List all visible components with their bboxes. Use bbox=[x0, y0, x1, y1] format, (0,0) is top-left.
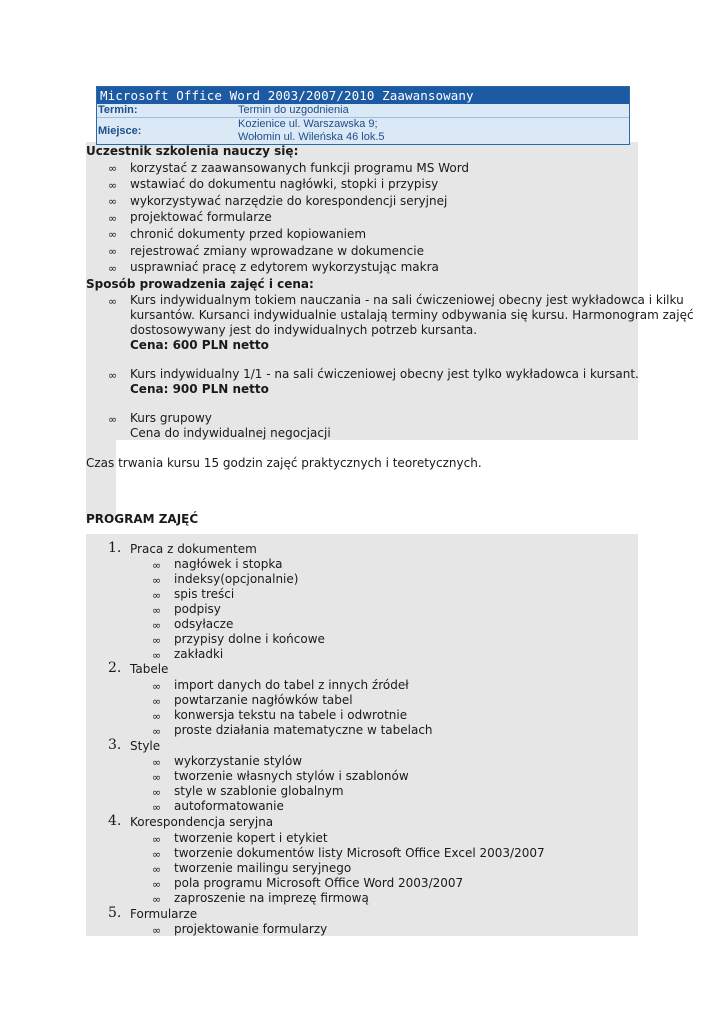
list-item: zakładki bbox=[174, 647, 224, 661]
bullet-icon: ∞ bbox=[152, 848, 162, 861]
bullet-icon: ∞ bbox=[152, 680, 162, 693]
bullet-icon: ∞ bbox=[152, 695, 162, 708]
list-item: konwersja tekstu na tabele i odwrotnie bbox=[174, 708, 408, 722]
option-text-line: dostosowywany jest do indywidualnych potrzeb kursanta. bbox=[130, 323, 478, 337]
bullet-icon: ∞ bbox=[152, 725, 162, 738]
section-title: Korespondencja seryjna bbox=[130, 815, 274, 829]
bullet-icon: ∞ bbox=[152, 801, 162, 814]
duration-text: Czas trwania kursu 15 godzin zajęć praktycznych i teoretycznych. bbox=[86, 456, 482, 470]
section-number: 1. bbox=[108, 540, 122, 556]
program-heading: PROGRAM ZAJĘĆ bbox=[86, 512, 199, 526]
list-item: proste działania matematyczne w tabelach bbox=[174, 723, 433, 737]
list-item: import danych do tabel z innych źródeł bbox=[174, 678, 409, 692]
section-title: Style bbox=[130, 739, 161, 753]
bullet-icon: ∞ bbox=[108, 295, 118, 308]
bullet-icon: ∞ bbox=[108, 245, 118, 258]
bullet-icon: ∞ bbox=[152, 771, 162, 784]
course-header-table bbox=[96, 86, 630, 145]
option-text-line: Kurs indywidualnym tokiem nauczania - na sali ćwiczeniowej obecny jest wykładowca i kilku bbox=[130, 293, 684, 307]
list-item: tworzenie kopert i etykiet bbox=[174, 831, 328, 845]
list-item: pola programu Microsoft Office Word 2003/2007 bbox=[174, 876, 464, 890]
bullet-icon: ∞ bbox=[108, 195, 118, 208]
option-price: Cena: 600 PLN netto bbox=[130, 338, 269, 352]
list-item: projektować formularze bbox=[130, 210, 272, 224]
bullet-icon: ∞ bbox=[152, 710, 162, 723]
miejsce-value bbox=[238, 118, 629, 144]
bullet-icon: ∞ bbox=[152, 574, 162, 587]
option-text-line: Kurs indywidualny 1/1 - na sali ćwiczeniowej obecny jest tylko wykładowca i kursant. bbox=[130, 367, 639, 381]
bullet-icon: ∞ bbox=[108, 179, 118, 192]
sposob-heading: Sposób prowadzenia zajęć i cena: bbox=[86, 277, 314, 291]
list-item: autoformatowanie bbox=[174, 799, 284, 813]
shaded-block bbox=[86, 440, 116, 520]
bullet-icon: ∞ bbox=[152, 559, 162, 572]
section-number: 5. bbox=[108, 905, 122, 921]
miejsce-line: Wołomin ul. Wileńska 46 lok.5 bbox=[238, 131, 385, 143]
section-number: 2. bbox=[108, 660, 122, 676]
list-item: tworzenie mailingu seryjnego bbox=[174, 861, 352, 875]
list-item: chronić dokumenty przed kopiowaniem bbox=[130, 227, 367, 241]
bullet-icon: ∞ bbox=[152, 786, 162, 799]
option-text-line: kursantów. Kursanci indywidualnie ustalają terminy odbywania się kursu. Harmonogram zajęć bbox=[130, 308, 694, 322]
list-item: powtarzanie nagłówków tabel bbox=[174, 693, 353, 707]
section-title: Tabele bbox=[130, 662, 169, 676]
miejsce-row bbox=[97, 118, 629, 144]
bullet-icon: ∞ bbox=[108, 262, 118, 275]
option-text-line: Kurs grupowy bbox=[130, 411, 212, 425]
section-title: Praca z dokumentem bbox=[130, 542, 257, 556]
miejsce-label: Miejsce: bbox=[98, 125, 142, 137]
list-item: wykorzystanie stylów bbox=[174, 754, 303, 768]
course-title: Microsoft Office Word 2003/2007/2010 Zaawansowany bbox=[97, 87, 629, 104]
list-item: usprawniać pracę z edytorem wykorzystując makra bbox=[130, 260, 439, 274]
list-item: wykorzystywać narzędzie do korespondencji seryjnej bbox=[130, 194, 448, 208]
list-item: wstawiać do dokumentu nagłówki, stopki i przypisy bbox=[130, 177, 439, 191]
bullet-icon: ∞ bbox=[152, 634, 162, 647]
bullet-icon: ∞ bbox=[108, 162, 118, 175]
termin-value: Termin do uzgodnienia bbox=[238, 104, 349, 116]
option-text-line: Cena do indywidualnej negocjacji bbox=[130, 426, 331, 440]
section-number: 3. bbox=[108, 737, 122, 753]
bullet-icon: ∞ bbox=[108, 228, 118, 241]
miejsce-line: Kozienice ul. Warszawska 9; bbox=[238, 118, 378, 130]
bullet-icon: ∞ bbox=[152, 878, 162, 891]
termin-row bbox=[97, 104, 629, 118]
bullet-icon: ∞ bbox=[152, 604, 162, 617]
list-item: tworzenie dokumentów listy Microsoft Office Excel 2003/2007 bbox=[174, 846, 545, 860]
bullet-icon: ∞ bbox=[152, 619, 162, 632]
list-item: rejestrować zmiany wprowadzane w dokumencie bbox=[130, 244, 424, 258]
termin-label: Termin: bbox=[98, 104, 138, 116]
list-item: korzystać z zaawansowanych funkcji programu MS Word bbox=[130, 161, 470, 175]
bullet-icon: ∞ bbox=[152, 649, 162, 662]
bullet-icon: ∞ bbox=[152, 833, 162, 846]
list-item: nagłówek i stopka bbox=[174, 557, 283, 571]
bullet-icon: ∞ bbox=[108, 212, 118, 225]
uczestnik-heading: Uczestnik szkolenia nauczy się: bbox=[86, 144, 299, 158]
list-item: odsyłacze bbox=[174, 617, 234, 631]
list-item: spis treści bbox=[174, 587, 235, 601]
section-title: Formularze bbox=[130, 907, 198, 921]
bullet-icon: ∞ bbox=[108, 413, 118, 426]
list-item: podpisy bbox=[174, 602, 221, 616]
list-item: zaproszenie na imprezę firmową bbox=[174, 891, 369, 905]
list-item: projektowanie formularzy bbox=[174, 922, 328, 936]
bullet-icon: ∞ bbox=[108, 369, 118, 382]
list-item: style w szablonie globalnym bbox=[174, 784, 344, 798]
bullet-icon: ∞ bbox=[152, 589, 162, 602]
bullet-icon: ∞ bbox=[152, 893, 162, 906]
list-item: przypisy dolne i końcowe bbox=[174, 632, 325, 646]
option-price: Cena: 900 PLN netto bbox=[130, 382, 269, 396]
bullet-icon: ∞ bbox=[152, 756, 162, 769]
bullet-icon: ∞ bbox=[152, 924, 162, 937]
list-item: indeksy(opcjonalnie) bbox=[174, 572, 299, 586]
list-item: tworzenie własnych stylów i szablonów bbox=[174, 769, 409, 783]
bullet-icon: ∞ bbox=[152, 863, 162, 876]
section-number: 4. bbox=[108, 813, 122, 829]
